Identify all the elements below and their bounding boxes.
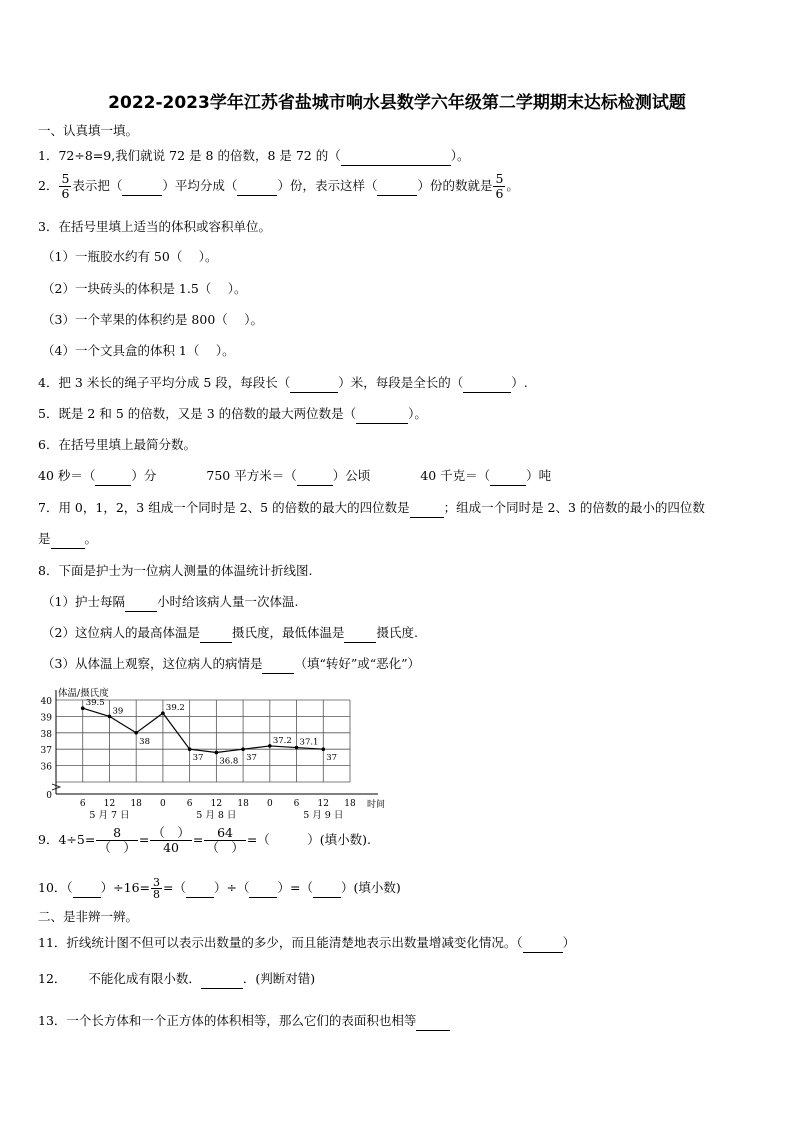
temperature-line-chart (36, 686, 386, 820)
data-point (295, 746, 299, 750)
x-tick-label: 18 (344, 799, 356, 809)
day-label: 5 月 7 日 (89, 810, 130, 820)
x-tick-label: 18 (237, 799, 249, 809)
fraction: $\frac{3}{8}$ (153, 876, 161, 901)
data-label: 37.1 (299, 737, 319, 748)
data-point (134, 731, 138, 735)
answer-blank[interactable] (290, 374, 338, 393)
x-tick-label: 6 (186, 799, 193, 809)
question-3: 3．在括号里填上适当的体积或容积单位。 (38, 219, 271, 234)
question-3-2: （2）一块砖头的体积是 1.5（ ）。 (42, 281, 247, 296)
x-tick-label: 18 (130, 799, 142, 809)
answer-blank[interactable] (201, 970, 243, 989)
question-9: 9．4÷5= $\frac{8}{( )}$ = $\frac{( )}{40}$ = $\frac{64}{( )}$ =（ ）(填小数). (38, 825, 372, 855)
question-11: 11．折线统计图不但可以表示出数量的多少，而且能清楚地表示出数量增减变化情况。（ ） (38, 934, 575, 953)
answer-blank[interactable] (51, 530, 85, 549)
data-point (108, 715, 112, 719)
answer-blank[interactable] (122, 177, 162, 196)
question-4: 4．把 3 米长的绳子平均分成 5 段，每段长（ ）米，每段是全长的（ ）. (38, 374, 528, 393)
question-5: 5．既是 2 和 5 的倍数，又是 3 的倍数的最大两位数是（ ）。 (38, 405, 427, 424)
question-8-1: （1）护士每隔 小时给该病人量一次体温. (42, 593, 298, 612)
x-tick-label: 12 (317, 799, 329, 809)
question-7-cont: 是 。 (38, 530, 97, 549)
question-3-3: （3）一个苹果的体积约是 800（ ）。 (42, 312, 264, 327)
y-tick-label: 37 (40, 746, 52, 757)
exam-title: 2022-2023学年江苏省盐城市响水县数学六年级第二学期期末达标检测试题 (108, 93, 686, 113)
y-tick-label: 39 (40, 713, 52, 724)
data-label: 37 (326, 753, 338, 764)
answer-blank[interactable] (410, 499, 444, 518)
data-point (161, 711, 165, 715)
data-label: 39.5 (85, 698, 105, 709)
question-8-3: （3）从体温上观察，这位病人的病情是 （填“转好”或“恶化”） (42, 655, 420, 674)
y-tick-label: 36 (40, 762, 52, 773)
question-3-1: （1）一瓶胶水约有 50（ ）。 (42, 249, 218, 264)
question-1: 1．72÷8=9,我们就说 72 是 8 的倍数，8 是 72 的（ ）。 (38, 147, 469, 166)
section-heading-1: 一、认真填一填。 (38, 123, 139, 138)
data-label: 37.2 (272, 735, 292, 746)
answer-blank[interactable] (262, 655, 294, 674)
answer-blank[interactable] (341, 147, 451, 166)
question-7: 7．用 0，1，2，3 组成一个同时是 2、5 的倍数的最大的四位数是 ；组成一个同时是 2、3 的倍数的最小的四位数 (38, 499, 705, 518)
fraction: $\frac{8}{( )}$ (98, 825, 136, 855)
question-2: 2． $\frac{5}{6}$ 表示把（ ）平均分成（ ）份，表示这样（ ）份的数就是 $\frac{5}{6}$ 。 (38, 171, 519, 201)
answer-blank[interactable] (416, 1012, 450, 1031)
x-tick-label: 6 (293, 799, 300, 809)
question-8-2: （2）这位病人的最高体温是 摄氏度，最低体温是 摄氏度. (42, 624, 418, 643)
data-label: 38 (139, 736, 151, 747)
answer-blank[interactable] (377, 177, 417, 196)
question-3-4: （4）一个文具盒的体积 1（ ）。 (42, 343, 235, 358)
fraction: $\frac{5}{6}$ (61, 171, 70, 201)
y-tick-label: 38 (40, 729, 52, 740)
x-tick-label: 12 (210, 799, 223, 809)
question-13: 13．一个长方体和一个正方体的体积相等，那么它们的表面积也相等 (38, 1012, 450, 1031)
answer-blank[interactable] (237, 177, 277, 196)
question-8: 8．下面是护士为一位病人测量的体温统计折线图. (38, 563, 313, 578)
answer-blank[interactable] (463, 374, 511, 393)
data-label: 36.8 (219, 756, 239, 767)
question-12: 12． 不能化成有限小数． ．(判断对错) (38, 970, 315, 989)
y-tick-label: 0 (46, 791, 52, 801)
x-tick-label: 0 (266, 799, 273, 809)
x-axis-label: 时间 (366, 800, 386, 810)
answer-blank[interactable] (297, 467, 333, 486)
data-point (188, 747, 192, 751)
answer-blank[interactable] (95, 467, 131, 486)
answer-blank[interactable] (249, 879, 277, 898)
data-label: 39 (112, 706, 124, 717)
answer-blank[interactable] (200, 624, 232, 643)
answer-blank[interactable] (344, 624, 376, 643)
data-label: 37 (192, 753, 204, 764)
data-point (81, 706, 85, 710)
answer-blank[interactable] (73, 879, 101, 898)
answer-blank[interactable] (313, 879, 341, 898)
data-point (268, 744, 272, 748)
day-label: 5 月 9 日 (303, 810, 344, 820)
data-label: 37 (246, 753, 257, 764)
question-6-items: 40 秒＝（ ）分 750 平方米＝（ ）公顷 40 千克＝（ ）吨 (38, 467, 551, 486)
section-heading-2: 二、是非辨一辨。 (38, 909, 139, 924)
x-tick-label: 0 (160, 799, 166, 809)
answer-blank[interactable] (186, 879, 214, 898)
day-label: 5 月 8 日 (196, 810, 237, 820)
data-point (321, 747, 325, 751)
x-tick-label: 12 (103, 799, 116, 809)
data-point (241, 747, 245, 751)
y-axis-label: 体温/摄氏度 (58, 688, 109, 699)
y-tick-label: 40 (40, 697, 52, 707)
answer-blank[interactable] (125, 593, 157, 612)
answer-blank[interactable] (356, 405, 408, 424)
fraction: $\frac{5}{6}$ (495, 171, 504, 201)
answer-blank[interactable] (523, 934, 563, 953)
question-6: 6．在括号里填上最简分数。 (38, 437, 196, 452)
question-10: 10．（ ）÷16= $\frac{3}{8}$ =（ ）÷（ ）=（ ）(填小数) (38, 876, 401, 901)
data-point (215, 751, 219, 755)
fraction: $\frac{( )}{40}$ (152, 825, 190, 855)
x-tick-label: 6 (79, 799, 86, 809)
data-label: 39.2 (165, 703, 185, 714)
fraction: $\frac{64}{( )}$ (206, 825, 244, 855)
answer-blank[interactable] (490, 467, 526, 486)
